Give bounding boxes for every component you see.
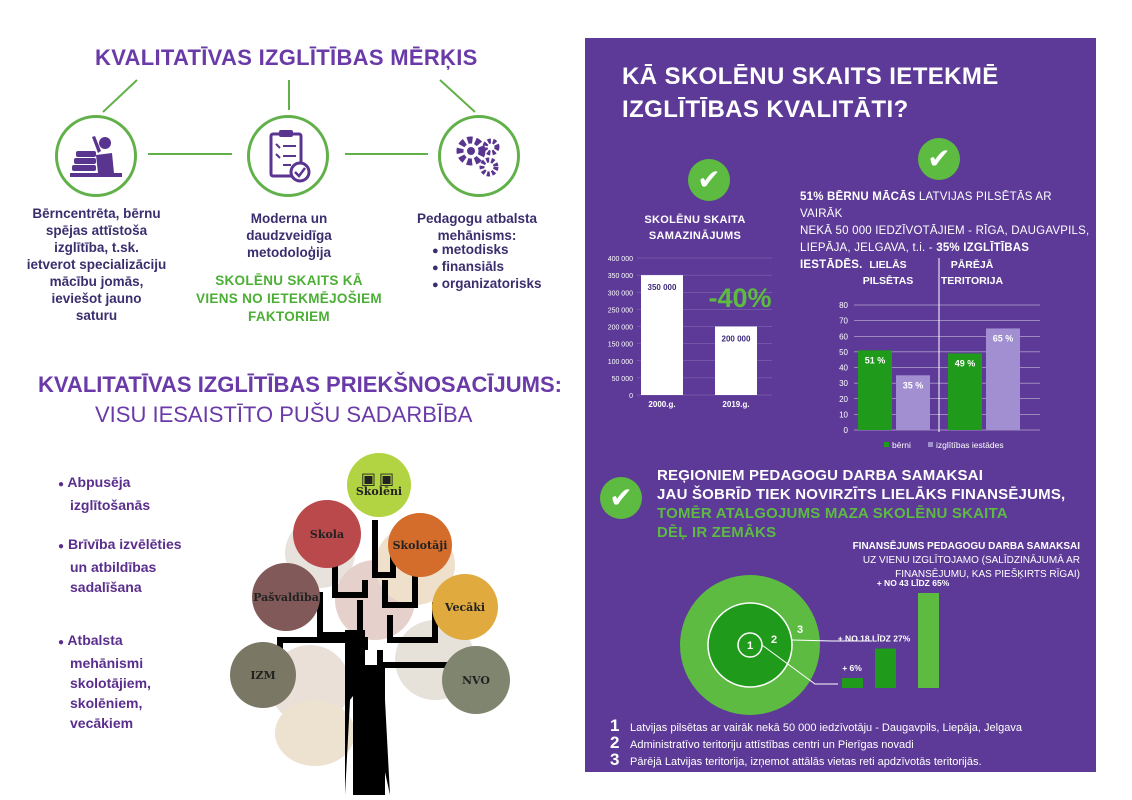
check-icon: ✔	[600, 477, 642, 519]
goal-3-text: Pedagogu atbalsta mehānisms:	[416, 211, 538, 243]
checklist-icon	[263, 128, 313, 184]
list-item: ● finansiāls	[432, 259, 572, 276]
chart3-title: FINANSĒJUMS PEDAGOGU DARBA SAMAKSAI UZ VIENU IZGLĪTOJAMO (SALĪDZINĀJUMĀ AR FINANSĒJUMU, KAS PIEŠĶIRTS RĪGAI)	[852, 541, 1080, 580]
bar	[918, 593, 939, 688]
x-tick-label: 2000.g.	[648, 400, 676, 409]
footnotes	[610, 716, 1080, 767]
y-tick-label: 70	[839, 316, 848, 326]
bar-value-label: 35 %	[902, 380, 924, 391]
y-tick-label: 0	[843, 426, 848, 435]
ring-label: 3	[796, 624, 804, 636]
bar-value-label: + 6%	[842, 663, 862, 673]
y-tick-label: 40	[839, 363, 848, 373]
list-item: ● metodisks	[432, 242, 572, 259]
tree-ball-school: Skola	[293, 500, 361, 568]
y-tick-label: 250 000	[607, 307, 633, 315]
tree-ball-municipality: Pašvaldība	[252, 563, 320, 631]
bar-value-label: 51 %	[864, 355, 886, 366]
y-tick-label: 150 000	[607, 341, 633, 349]
goal-2-text: Moderna un daudzveidīga metodoloģija	[246, 211, 332, 260]
funding-chart	[600, 578, 1020, 703]
legend-label: izglītības iestādes	[936, 440, 1004, 450]
tree-ball-parents: Vecāki	[432, 574, 498, 640]
list-item: ● organizatorisks	[432, 276, 572, 293]
chart1-title: SKOLĒNU SKAITA SAMAZINĀJUMS	[644, 214, 746, 242]
ring-label: 2	[770, 634, 778, 646]
category-header: TERITORIJA	[940, 275, 1004, 287]
category-header: LIELĀS	[869, 259, 907, 271]
y-tick-label: 400 000	[607, 256, 633, 263]
y-tick-label: 20	[839, 394, 848, 404]
y-tick-label: 300 000	[607, 290, 633, 298]
category-header: PĀRĒJĀ	[950, 259, 994, 271]
goal-1-text: Bērncentrēta, bērnu spējas attīstoša izglītība, t.sk. ietverot specializāciju mācību jomās, ieviešot jauno saturu	[26, 206, 167, 323]
prereq-subtitle: VISU IESAISTĪTO PUŠU SADARBĪBA	[95, 402, 473, 427]
y-tick-label: 350 000	[607, 273, 633, 281]
stat-text: 51% BĒRNU MĀCĀS LATVIJAS PILSĒTĀS AR VAIRĀK NEKĀ 50 000 IEDZĪVOTĀJIEM - RĪGA, DAUGAVPILS, LIEPĀJA, JELGAVA, t.i. - 35% IZGLĪTĪBAS IESTĀDĒS.	[800, 191, 1090, 271]
y-tick-label: 60	[839, 332, 848, 342]
y-tick-label: 50 000	[611, 375, 633, 383]
y-tick-label: 80	[839, 301, 848, 310]
footnote-item: 3 Pārējā Latvijas teritorija, izņemot attālās vietas reti apdzīvotās teritorijās.	[610, 750, 982, 769]
student-decline-chart	[595, 248, 780, 418]
decline-annotation: -40%	[708, 283, 772, 313]
y-tick-label: 10	[839, 410, 848, 420]
students-factor-caption: SKOLĒNU SKAITS KĀ VIENS NO IETEKMĒJOŠIEM FAKTORIEM	[196, 273, 382, 324]
legend-swatch	[884, 442, 889, 447]
y-tick-label: 200 000	[607, 324, 633, 332]
y-tick-label: 0	[629, 393, 633, 400]
tree-ball-ministry: IZM	[230, 642, 296, 708]
stakeholder-tree	[225, 450, 525, 795]
x-tick-label: 2019.g.	[722, 400, 750, 409]
legend-label: bērni	[892, 440, 911, 450]
category-header: PILSĒTAS	[862, 275, 914, 287]
teacher-icon	[68, 131, 124, 181]
bar-value-label: 49 %	[954, 358, 976, 369]
bar-value-label: 65 %	[992, 333, 1014, 344]
bar-value-label: 200 000	[721, 334, 751, 344]
share-chart	[828, 258, 1048, 458]
goal-3-list	[432, 242, 572, 293]
y-tick-label: 50	[839, 347, 848, 357]
panel-title: KĀ SKOLĒNU SKAITS IETEKMĒ IZGLĪTĪBAS KVALITĀTI?	[622, 63, 999, 123]
footnote-item: 1 Latvijas pilsētas ar vairāk nekā 50 000 iedzīvotāju - Daugavpils, Liepāja, Jelgava	[610, 716, 1022, 735]
bullet-2: ● Brīvība izvēlēties un atbildības sadalīšana	[58, 536, 182, 595]
tree-ball-teachers: Skolotāji	[388, 513, 452, 577]
y-tick-label: 30	[839, 379, 848, 389]
tree-ball-ngo: NVO	[442, 646, 510, 714]
bullet-1: ● Abpusēja izglītošanās	[58, 474, 151, 513]
footnote-item: 2 Administratīvo teritoriju attīstības centri un Pierīgas novadi	[610, 733, 914, 752]
bar	[641, 275, 683, 395]
ring-label: 1	[746, 640, 754, 652]
goals-title: KVALITATĪVAS IZGLĪTĪBAS MĒRĶIS	[95, 45, 478, 70]
bar	[842, 678, 863, 688]
bar-value-label: + NO 18 LĪDZ 27%	[837, 633, 911, 644]
check-icon: ✔	[918, 138, 960, 180]
gears-icon-circle	[438, 115, 520, 197]
bar-value-label: 350 000	[647, 283, 677, 293]
bar	[875, 649, 896, 688]
legend-swatch	[928, 442, 933, 447]
check-icon: ✔	[688, 159, 730, 201]
tree-ball-students: ▣▣ Skolēni	[347, 453, 411, 517]
bullet-3: ● Atbalsta mehānismi skolotājiem, skolēniem, vecākiem	[58, 632, 151, 731]
bar-value-label: + NO 43 LĪDZ 65%	[876, 578, 950, 588]
prereq-title: KVALITATĪVAS IZGLĪTĪBAS PRIEKŠNOSACĪJUMS:	[38, 372, 562, 397]
region-title: REĢIONIEM PEDAGOGU DARBA SAMAKSAI JAU ŠOBRĪD TIEK NOVIRZĪTS LIELĀKS FINANSĒJUMS, TOMĒR ATALGOJUMS MAZA SKOLĒNU SKAITA DĒĻ IR ZEMĀKS	[657, 467, 1066, 541]
bar	[986, 328, 1020, 430]
y-tick-label: 100 000	[607, 358, 633, 366]
teacher-icon-circle	[55, 115, 137, 197]
gears-icon	[451, 131, 507, 181]
checklist-icon-circle	[247, 115, 329, 197]
